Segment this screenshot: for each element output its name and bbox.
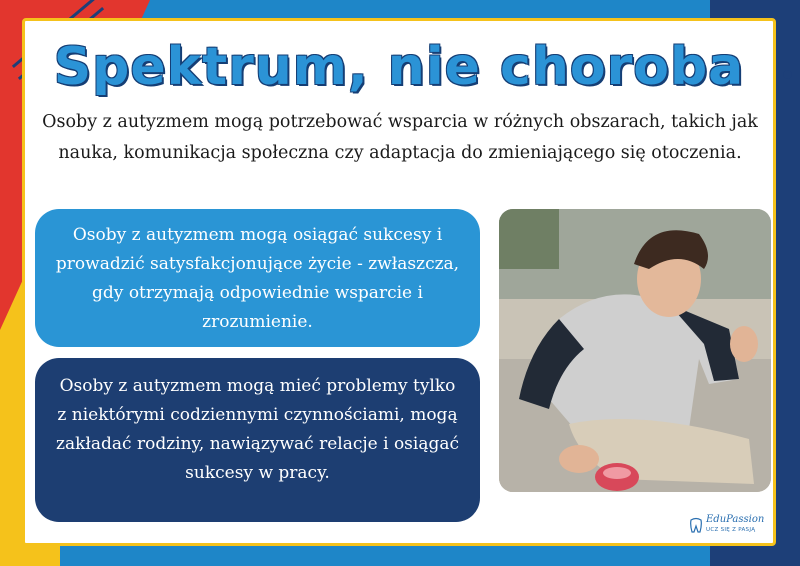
info-box-success-text: Osoby z autyzmem mogą osiągać sukcesy i prowadzić satysfakcjonujące życie - zwłaszcza, gdy otrzymają odpowiednie wsparcie i zrozumienie. bbox=[55, 225, 460, 332]
tooth-icon bbox=[689, 517, 703, 533]
intro-text: Osoby z autyzmem mogą potrzebować wsparcia w różnych obszarach, takich jak nauka, komunikacja społeczna czy adaptacja do zmieniającego się otoczenia. bbox=[42, 112, 758, 163]
photo-illustration bbox=[499, 209, 771, 492]
logo-name: EduPassion bbox=[706, 514, 765, 525]
logo-tagline: UCZ SIĘ Z PASJĄ bbox=[706, 527, 756, 533]
edupassion-logo bbox=[689, 509, 767, 541]
poster-title: Spektrum, nie choroba bbox=[53, 37, 745, 97]
info-box-success bbox=[35, 209, 480, 347]
poster-card bbox=[22, 18, 776, 546]
info-box-daily-life bbox=[35, 358, 480, 522]
decor-dot bbox=[783, 70, 792, 79]
photo-boy-spinning-top bbox=[499, 209, 771, 492]
info-box-daily-life-text: Osoby z autyzmem mogą mieć problemy tylko z niektórymi codziennymi czynnościami, mogą zakładać rodziny, nawiązywać relacje i osiągać sukcesy w pracy. bbox=[55, 376, 460, 483]
